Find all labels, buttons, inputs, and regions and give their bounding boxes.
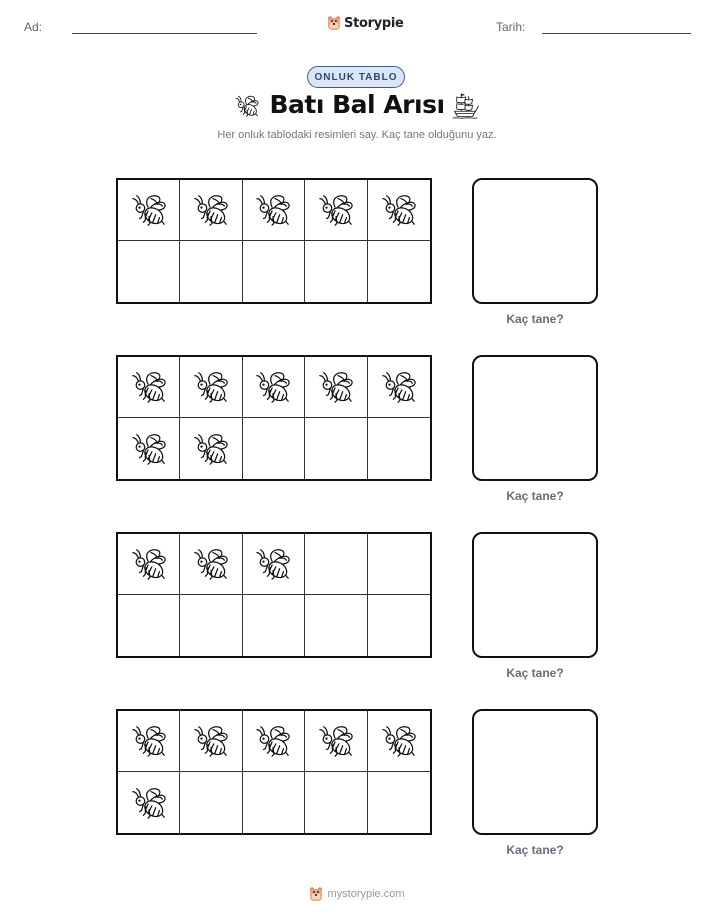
bee-icon — [317, 722, 355, 760]
ten-frame-cell — [368, 772, 430, 833]
ten-frame — [116, 178, 432, 304]
ten-frame-cell — [118, 241, 180, 302]
bee-icon — [130, 545, 168, 583]
ten-frame-cell — [243, 180, 305, 241]
bee-icon — [380, 191, 418, 229]
ten-frame-cell — [118, 357, 180, 418]
ten-frame-cell — [180, 772, 242, 833]
bee-icon — [317, 368, 355, 406]
name-label: Ad: — [24, 20, 43, 34]
answer-box[interactable] — [472, 178, 598, 304]
answer-question-label: Kaç tane? — [506, 666, 564, 680]
ten-frame-cell — [180, 711, 242, 772]
ten-frame-cell — [368, 241, 430, 302]
bee-icon — [130, 722, 168, 760]
ten-frame-cell — [305, 180, 367, 241]
instructions: Her onluk tablodaki resimleri say. Kaç tane olduğunu yaz. — [217, 129, 497, 141]
ten-frame-cell — [118, 180, 180, 241]
ten-frame-cell — [368, 180, 430, 241]
storypie-logo-icon — [309, 886, 323, 902]
bee-icon — [192, 191, 230, 229]
bee-icon — [254, 722, 292, 760]
footer-url: mystorypie.com — [327, 888, 405, 900]
ten-frame — [116, 532, 432, 658]
answer-question-label: Kaç tane? — [506, 843, 564, 857]
answer-box[interactable] — [472, 532, 598, 658]
ten-frame-cell — [305, 711, 367, 772]
ten-frame-cell — [305, 772, 367, 833]
ten-frame-cell — [180, 418, 242, 479]
ten-frame-cell — [118, 534, 180, 595]
ship-icon — [450, 91, 480, 121]
ten-frame-cell — [368, 711, 430, 772]
ten-frame-cell — [305, 241, 367, 302]
ten-frame-cell — [305, 357, 367, 418]
answer-box[interactable] — [472, 709, 598, 835]
ten-frame-cell — [180, 180, 242, 241]
ten-frame-cell — [243, 534, 305, 595]
ten-frame-cell — [305, 418, 367, 479]
ten-frame-cell — [180, 357, 242, 418]
ten-frame-cell — [243, 595, 305, 656]
ten-frame-cell — [368, 595, 430, 656]
page-title: Batı Bal Arısı — [269, 90, 445, 119]
answer-question-label: Kaç tane? — [506, 312, 564, 326]
bee-icon — [192, 430, 230, 468]
ten-frame-cell — [368, 418, 430, 479]
bee-icon — [380, 368, 418, 406]
ten-frame-cell — [305, 534, 367, 595]
bee-icon — [130, 368, 168, 406]
date-label: Tarih: — [496, 20, 526, 34]
bee-icon — [254, 191, 292, 229]
ten-frame-cell — [368, 534, 430, 595]
ten-frame-cell — [305, 595, 367, 656]
bee-icon — [254, 368, 292, 406]
bee-icon — [254, 545, 292, 583]
bee-icon — [192, 545, 230, 583]
brand — [327, 13, 404, 33]
ten-frame-cell — [243, 418, 305, 479]
bee-icon — [380, 722, 418, 760]
bee-icon — [317, 191, 355, 229]
bee-icon — [234, 93, 260, 119]
ten-frame-cell — [180, 534, 242, 595]
bee-icon — [192, 368, 230, 406]
answer-question-label: Kaç tane? — [506, 489, 564, 503]
ten-frame-cell — [243, 711, 305, 772]
ten-frame-cell — [180, 595, 242, 656]
brand-name: Storypie — [344, 15, 404, 31]
date-line[interactable] — [542, 33, 691, 34]
name-line[interactable] — [72, 33, 257, 34]
footer — [0, 886, 714, 902]
ten-frame — [116, 355, 432, 481]
answer-box[interactable] — [472, 355, 598, 481]
ten-frame-cell — [243, 241, 305, 302]
bee-icon — [130, 430, 168, 468]
ten-frame-cell — [118, 418, 180, 479]
ten-frame-cell — [180, 241, 242, 302]
bee-icon — [130, 784, 168, 822]
ten-frame-cell — [118, 595, 180, 656]
bee-icon — [130, 191, 168, 229]
ten-frame-cell — [368, 357, 430, 418]
worksheet-type-badge: ONLUK TABLO — [307, 66, 405, 88]
storypie-logo-icon — [327, 15, 341, 31]
ten-frame-cell — [243, 772, 305, 833]
ten-frame-cell — [118, 772, 180, 833]
bee-icon — [192, 722, 230, 760]
ten-frame — [116, 709, 432, 835]
ten-frame-cell — [118, 711, 180, 772]
ten-frame-cell — [243, 357, 305, 418]
